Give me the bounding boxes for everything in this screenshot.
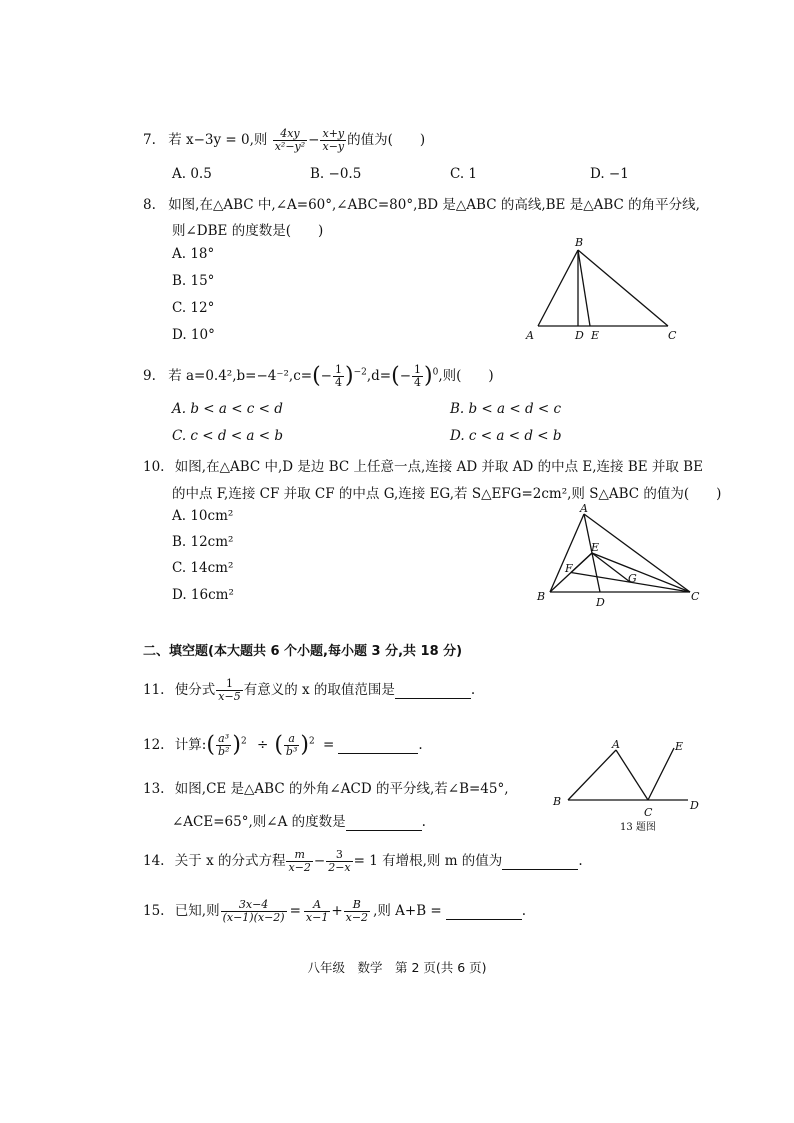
question-13: [143, 777, 509, 797]
question-text: 关于 x 的分式方程: [174, 853, 286, 869]
option-c: C. c < d < a < b: [172, 428, 284, 444]
edge-ac: [584, 514, 690, 592]
edge-ba: [538, 250, 578, 326]
fraction: $\frac{1}{4}$: [414, 363, 422, 389]
question-text: 如图,在△ABC 中,D 是边 BC 上任意一点,连接 AD 并取 AD 的中点 E,连接 BE 并取 BE: [174, 459, 703, 475]
fraction: $\frac{\text{a³}}{\text{b²}}$: [217, 732, 230, 758]
question-number: 8.: [143, 197, 156, 213]
option-a: A. b < a < c < d: [172, 401, 283, 417]
option-b: B. 15°: [172, 273, 215, 289]
option-d: D. c < a < d < b: [450, 428, 562, 444]
option-c: C. 14cm²: [172, 560, 234, 576]
option-c: C. 12°: [172, 300, 215, 316]
question-number: 14.: [143, 853, 165, 869]
label-a: A: [580, 502, 588, 515]
label-d: D: [690, 799, 699, 812]
label-d: D: [575, 329, 584, 342]
label-a: A: [612, 738, 620, 751]
answer-blank[interactable]: [338, 737, 418, 754]
question-number: 10.: [143, 459, 165, 475]
option-a: A. 18°: [172, 246, 215, 262]
edge-ba: [568, 750, 616, 800]
triangle-figure-q10: [530, 500, 705, 612]
question-number: 12.: [143, 737, 165, 753]
question-14: 14. 关于 x 的分式方程 $\frac{m}{x-2}$ − $\frac{3}{2-x}$ = 1 有增根,则 m 的值为 .: [143, 848, 583, 874]
question-8: [143, 193, 700, 213]
page-footer: 八年级 数学 第 2 页(共 6 页): [307, 960, 487, 975]
question-number: 11.: [143, 682, 165, 698]
fraction: $\frac{B}{x-2}$: [345, 898, 369, 924]
question-text: 计算:: [174, 737, 207, 753]
option-a: A. 10cm²: [172, 508, 234, 524]
question-10-line2: 的中点 F,连接 CF 并取 CF 的中点 G,连接 EG,若 S△EFG=2cm²,则 S△ABC 的值为( ): [172, 486, 722, 502]
option-a: A. 0.5: [172, 166, 212, 182]
question-text: 若 x−3y = 0,则: [168, 132, 268, 148]
label-b: B: [553, 795, 562, 808]
question-text: 使分式: [174, 682, 216, 698]
option-d: D. 16cm²: [172, 587, 234, 603]
label-c: C: [691, 590, 700, 603]
option-d: D. −1: [590, 166, 629, 182]
question-number: 15.: [143, 903, 165, 919]
fraction: $\frac{3}{2-x}$: [328, 848, 351, 874]
label-c: C: [668, 329, 677, 342]
option-c: C. 1: [450, 166, 478, 182]
fraction: $\frac{A}{x-1}$: [305, 898, 329, 924]
question-9: 9. 若 a=0.4²,b=−4⁻²,c=(− $\frac{1}{4}$ )$^{-2}$,d=(− $\frac{1}{4}$ )$^0$,则( ): [143, 363, 494, 389]
fraction: $\frac{3x-4}{(x-1)(x-2)}$: [222, 898, 285, 924]
bisector-be: [578, 250, 590, 326]
question-15: 15. 已知,则 $\frac{3x-4}{(x-1)(x-2)}$ = $\frac{A}{x-1}$ + $\frac{B}{x-2}$ ,则 A+B = .: [143, 898, 527, 924]
fraction: $\frac{m}{x-2}$: [288, 848, 311, 874]
fraction: $\frac{a}{\text{b³}}$: [285, 732, 298, 758]
label-e: E: [675, 740, 684, 753]
question-number: 13.: [143, 781, 165, 797]
question-8-line2: 则∠DBE 的度数是( ): [172, 223, 324, 239]
label-c: C: [644, 806, 653, 819]
label-d: D: [596, 596, 605, 609]
figure-caption: 13 题图: [620, 822, 656, 833]
label-e: E: [591, 541, 600, 554]
label-b: B: [575, 236, 584, 249]
fraction: $\frac{1}{x-5}$: [218, 677, 241, 703]
label-b: B: [537, 590, 546, 603]
edge-ac: [616, 750, 648, 800]
option-b: B. −0.5: [310, 166, 362, 182]
option-d: D. 10°: [172, 327, 215, 343]
answer-blank[interactable]: [502, 853, 578, 870]
answer-blank[interactable]: [346, 814, 422, 831]
fraction: $\frac{x+y}{x-y}$: [322, 127, 345, 153]
question-10: [143, 455, 703, 475]
segment-fe: [571, 553, 592, 573]
fraction: $\frac{1}{4}$: [334, 363, 342, 389]
question-number: 7.: [143, 132, 156, 148]
label-a: A: [526, 329, 534, 342]
question-number: 9.: [143, 368, 156, 384]
edge-bc: [578, 250, 668, 326]
question-text: 如图,CE 是△ABC 的外角∠ACD 的平分线,若∠B=45°,: [174, 781, 509, 797]
answer-blank[interactable]: [446, 903, 522, 920]
question-text: 若 a=0.4²,b=−4⁻²,c=: [168, 368, 313, 384]
triangle-figure-q8: [520, 232, 690, 347]
triangle-figure-q13: [548, 738, 708, 834]
segment-ec: [592, 553, 690, 592]
question-7: 7. 若 x−3y = 0,则 $\frac{4xy}{\text{x²−y²}}$ − $\frac{x+y}{x-y}$ 的值为( ): [143, 127, 426, 153]
question-text: 已知,则: [174, 903, 220, 919]
question-text-end: 的值为( ): [347, 132, 426, 148]
question-12: 12. 计算:( $\frac{\text{a³}}{\text{b²}}$ )$^2$ ÷ ( $\frac{a}{\text{b³}}$ )$^2$ = .: [143, 732, 423, 758]
ray-ce: [648, 748, 674, 800]
question-11: 11. 使分式 $\frac{1}{x-5}$ 有意义的 x 的取值范围是 .: [143, 677, 476, 703]
option-b: B. 12cm²: [172, 534, 234, 550]
question-text: 如图,在△ABC 中,∠A=60°,∠ABC=80°,BD 是△ABC 的高线,BE 是△ABC 的角平分线,: [168, 197, 700, 213]
label-e: E: [591, 329, 600, 342]
label-f: F: [565, 562, 573, 575]
question-13-line2: ∠ACE=65°,则∠A 的度数是 .: [172, 814, 426, 830]
answer-blank[interactable]: [395, 682, 471, 699]
fraction: $\frac{4xy}{\text{x²−y²}}$: [274, 127, 306, 153]
section-heading: 二、填空题(本大题共 6 个小题,每小题 3 分,共 18 分): [143, 644, 463, 659]
edge-ab: [550, 514, 584, 592]
option-b: B. b < a < d < c: [450, 401, 562, 417]
label-g: G: [628, 572, 637, 585]
